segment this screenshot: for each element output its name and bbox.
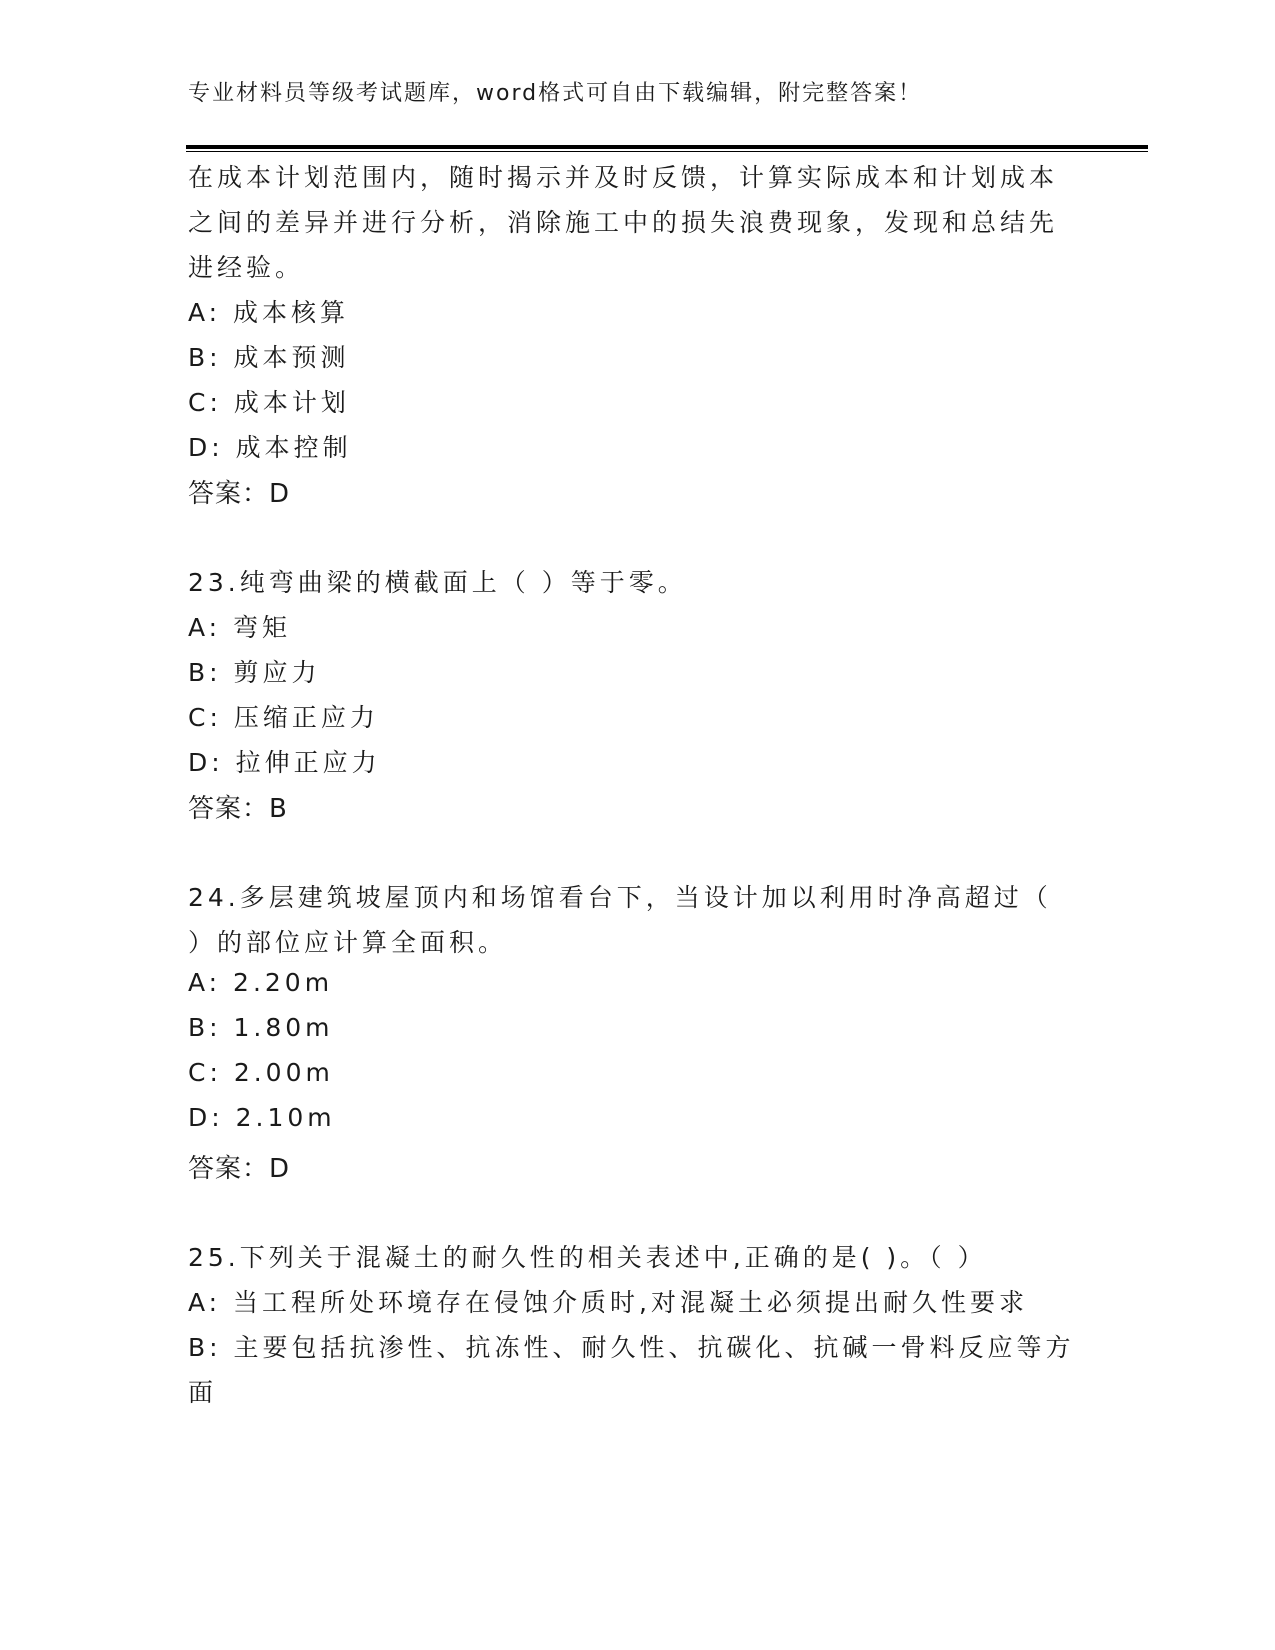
q22-option-c: C: 成本计划 bbox=[188, 388, 350, 417]
q22-answer: 答案：D bbox=[188, 479, 291, 509]
q25-option-b-line-1: B: 主要包括抗渗性、抗冻性、耐久性、抗碳化、抗碱一骨料反应等方 bbox=[188, 1333, 1075, 1362]
q24-option-c: C: 2.00m bbox=[188, 1058, 334, 1087]
q23-option-b: B: 剪应力 bbox=[188, 658, 321, 687]
page-header: 专业材料员等级考试题库，word格式可自由下载编辑，附完整答案！ bbox=[188, 81, 923, 106]
q24-answer: 答案：D bbox=[188, 1154, 291, 1184]
q22-stem-line-3: 进经验。 bbox=[188, 253, 305, 282]
q22-stem-line-2: 之间的差异并进行分析，消除施工中的损失浪费现象，发现和总结先 bbox=[188, 208, 1059, 237]
q22-option-a: A: 成本核算 bbox=[188, 298, 350, 327]
q24-stem-line-1: 24.多层建筑坡屋顶内和场馆看台下，当设计加以利用时净高超过（ bbox=[188, 883, 1052, 912]
header-rule-thin bbox=[186, 151, 1148, 152]
q25-option-b-line-2: 面 bbox=[188, 1378, 218, 1407]
q22-option-d: D: 成本控制 bbox=[188, 433, 352, 462]
q24-option-a: A: 2.20m bbox=[188, 968, 334, 997]
q22-stem-line-1: 在成本计划范围内，随时揭示并及时反馈，计算实际成本和计划成本 bbox=[188, 163, 1059, 192]
q24-option-d: D: 2.10m bbox=[188, 1103, 336, 1132]
q25-option-a: A: 当工程所处环境存在侵蚀介质时,对混凝土必须提出耐久性要求 bbox=[188, 1288, 1028, 1317]
q24-option-b: B: 1.80m bbox=[188, 1013, 334, 1042]
q22-option-b: B: 成本预测 bbox=[188, 343, 350, 372]
q23-option-a: A: 弯矩 bbox=[188, 613, 292, 642]
q23-option-d: D: 拉伸正应力 bbox=[188, 748, 381, 777]
q25-stem: 25.下列关于混凝土的耐久性的相关表述中,正确的是( )。（ ） bbox=[188, 1243, 987, 1272]
header-rule-thick bbox=[186, 145, 1148, 149]
q23-option-c: C: 压缩正应力 bbox=[188, 703, 379, 732]
q24-stem-line-2: ）的部位应计算全面积。 bbox=[188, 928, 508, 957]
q23-stem: 23.纯弯曲梁的横截面上（ ）等于零。 bbox=[188, 568, 687, 597]
q23-answer: 答案：B bbox=[188, 794, 288, 824]
